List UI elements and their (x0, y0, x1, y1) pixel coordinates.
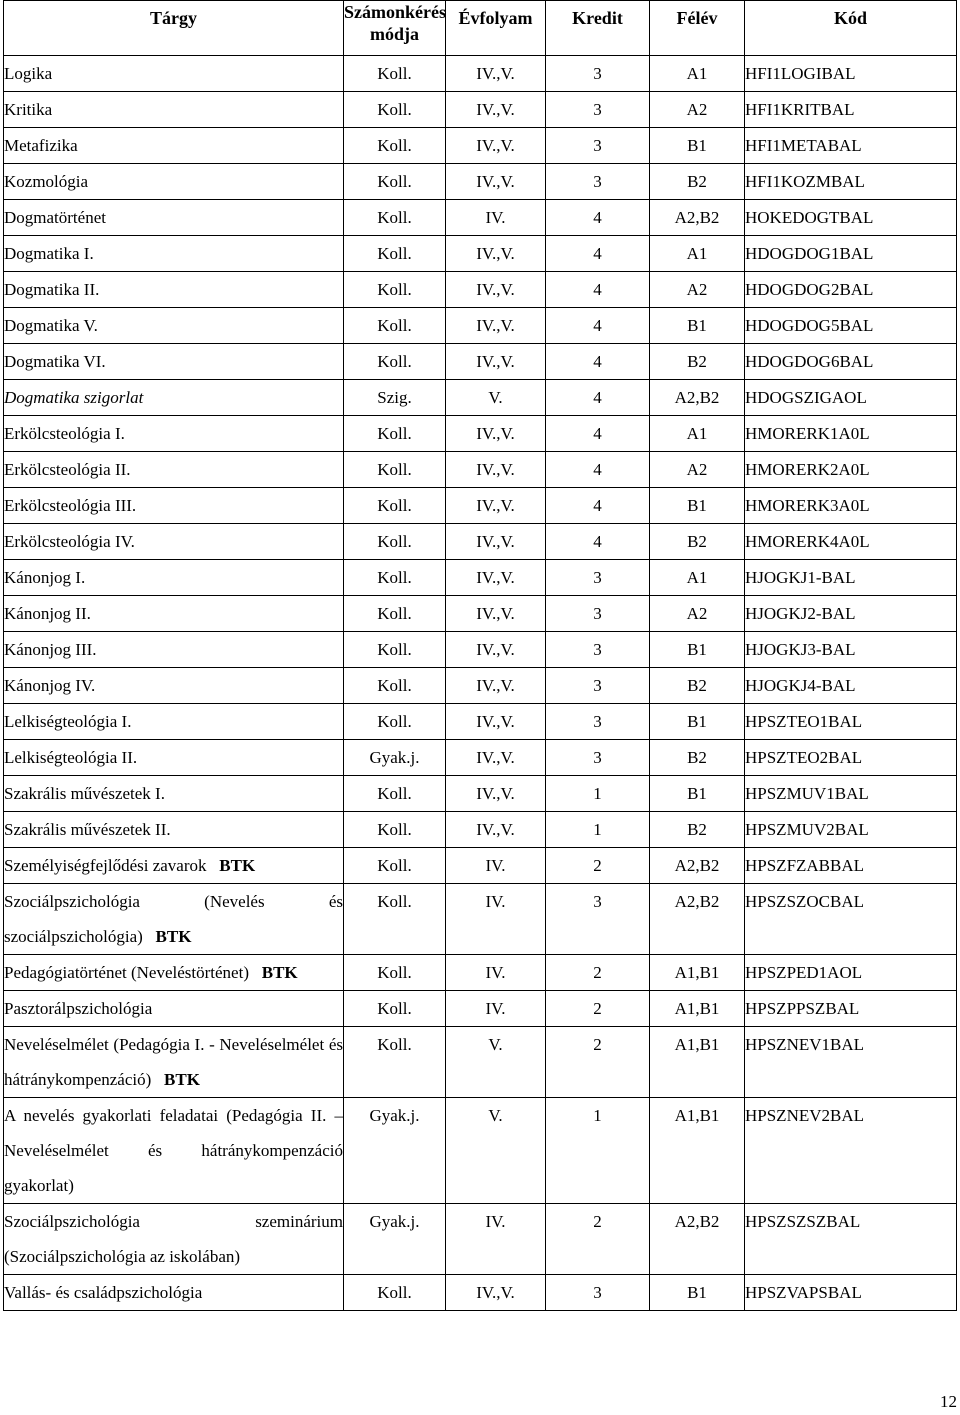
code-cell: HPSZMUV2BAL (745, 812, 957, 848)
credit-cell: 1 (546, 1098, 650, 1204)
subject-name: Metafizika (4, 136, 78, 155)
credit-cell: 1 (546, 812, 650, 848)
table-row (4, 1098, 957, 1204)
table-row (4, 1027, 957, 1098)
method-cell: Szig. (344, 380, 446, 416)
semester-cell: B1 (650, 308, 745, 344)
subject-cell (4, 740, 344, 776)
code-cell: HFI1KRITBAL (745, 92, 957, 128)
method-cell: Koll. (344, 488, 446, 524)
credit-cell: 4 (546, 308, 650, 344)
method-cell: Koll. (344, 955, 446, 991)
method-cell: Koll. (344, 812, 446, 848)
subject-cell (4, 200, 344, 236)
table-row (4, 416, 957, 452)
method-cell: Koll. (344, 524, 446, 560)
table-row (4, 632, 957, 668)
subject-cell (4, 596, 344, 632)
credit-cell: 4 (546, 344, 650, 380)
year-cell: IV.,V. (446, 596, 546, 632)
credit-cell: 2 (546, 955, 650, 991)
semester-cell: A1 (650, 56, 745, 92)
table-row (4, 92, 957, 128)
btk-tag: BTK (164, 1070, 200, 1089)
code-cell: HPSZSZOCBAL (745, 884, 957, 955)
table-row (4, 884, 957, 955)
header-semester: Félév (650, 1, 745, 56)
code-cell: HPSZTEO1BAL (745, 704, 957, 740)
table-row (4, 236, 957, 272)
subject-name: Lelkiségteológia I. (4, 712, 132, 731)
subject-cell (4, 884, 344, 955)
year-cell: IV.,V. (446, 632, 546, 668)
code-cell: HPSZNEV1BAL (745, 1027, 957, 1098)
code-cell: HJOGKJ3-BAL (745, 632, 957, 668)
subject-cell (4, 1098, 344, 1204)
btk-tag: BTK (261, 963, 298, 982)
semester-cell: A1 (650, 416, 745, 452)
subject-cell (4, 560, 344, 596)
code-cell: HMORERK1A0L (745, 416, 957, 452)
subject-name: Erkölcsteológia I. (4, 424, 125, 443)
subject-name: Dogmatika II. (4, 280, 100, 299)
credit-cell: 3 (546, 1275, 650, 1311)
code-cell: HPSZTEO2BAL (745, 740, 957, 776)
method-cell: Koll. (344, 236, 446, 272)
subject-cell (4, 848, 344, 884)
code-cell: HOKEDOGTBAL (745, 200, 957, 236)
method-cell: Koll. (344, 1027, 446, 1098)
table-row (4, 308, 957, 344)
credit-cell: 3 (546, 632, 650, 668)
code-cell: HMORERK3A0L (745, 488, 957, 524)
credit-cell: 4 (546, 452, 650, 488)
credit-cell: 2 (546, 991, 650, 1027)
subject-name: Erkölcsteológia II. (4, 460, 131, 479)
year-cell: IV.,V. (446, 668, 546, 704)
semester-cell: B2 (650, 740, 745, 776)
subject-cell (4, 92, 344, 128)
subject-name: Dogmatika szigorlat (4, 388, 144, 407)
year-cell: IV.,V. (446, 488, 546, 524)
header-method-line1: Számonkérés (344, 2, 446, 22)
method-cell: Koll. (344, 452, 446, 488)
year-cell: V. (446, 380, 546, 416)
subject-cell (4, 380, 344, 416)
table-row (4, 164, 957, 200)
subject-name: Pasztorálpszichológia (4, 999, 153, 1018)
method-cell: Koll. (344, 92, 446, 128)
semester-cell: A1 (650, 560, 745, 596)
credit-cell: 3 (546, 56, 650, 92)
subject-cell (4, 308, 344, 344)
subject-name: Szakrális művészetek I. (4, 784, 165, 803)
table-row (4, 812, 957, 848)
credit-cell: 3 (546, 668, 650, 704)
credit-cell: 3 (546, 92, 650, 128)
subject-name: Lelkiségteológia II. (4, 748, 138, 767)
year-cell: IV.,V. (446, 56, 546, 92)
table-row (4, 776, 957, 812)
year-cell: IV. (446, 955, 546, 991)
year-cell: IV.,V. (446, 812, 546, 848)
credit-cell: 3 (546, 128, 650, 164)
semester-cell: A2,B2 (650, 380, 745, 416)
year-cell: V. (446, 1027, 546, 1098)
year-cell: IV.,V. (446, 272, 546, 308)
code-cell: HPSZVAPSBAL (745, 1275, 957, 1311)
semester-cell: B1 (650, 776, 745, 812)
subject-cell (4, 1027, 344, 1098)
subject-name: Kánonjog II. (4, 604, 91, 623)
method-cell: Koll. (344, 1275, 446, 1311)
semester-cell: B1 (650, 488, 745, 524)
subject-cell (4, 955, 344, 991)
subject-name: Szociálpszichológia (Nevelés és szociálpszichológia) (4, 892, 343, 946)
semester-cell: A2 (650, 452, 745, 488)
method-cell: Koll. (344, 308, 446, 344)
code-cell: HJOGKJ1-BAL (745, 560, 957, 596)
method-cell: Gyak.j. (344, 740, 446, 776)
code-cell: HJOGKJ4-BAL (745, 668, 957, 704)
code-cell: HFI1METABAL (745, 128, 957, 164)
subject-name: Kánonjog I. (4, 568, 86, 587)
subject-name: Dogmatörténet (4, 208, 106, 227)
table-row (4, 272, 957, 308)
semester-cell: B2 (650, 164, 745, 200)
btk-tag: BTK (155, 927, 192, 946)
year-cell: IV. (446, 200, 546, 236)
credit-cell: 2 (546, 1027, 650, 1098)
curriculum-table (3, 0, 957, 1311)
credit-cell: 3 (546, 596, 650, 632)
credit-cell: 3 (546, 560, 650, 596)
method-cell: Koll. (344, 704, 446, 740)
code-cell: HPSZPPSZBAL (745, 991, 957, 1027)
subject-name: Szakrális művészetek II. (4, 820, 171, 839)
credit-cell: 3 (546, 884, 650, 955)
credit-cell: 3 (546, 740, 650, 776)
semester-cell: B2 (650, 668, 745, 704)
year-cell: IV.,V. (446, 164, 546, 200)
table-row (4, 596, 957, 632)
semester-cell: B1 (650, 1275, 745, 1311)
year-cell: IV.,V. (446, 560, 546, 596)
year-cell: IV.,V. (446, 524, 546, 560)
subject-cell (4, 668, 344, 704)
year-cell: IV.,V. (446, 344, 546, 380)
credit-cell: 3 (546, 164, 650, 200)
semester-cell: B2 (650, 524, 745, 560)
code-cell: HDOGDOG1BAL (745, 236, 957, 272)
table-row (4, 1275, 957, 1311)
credit-cell: 1 (546, 776, 650, 812)
table-row (4, 128, 957, 164)
code-cell: HFI1KOZMBAL (745, 164, 957, 200)
table-row (4, 668, 957, 704)
table-row (4, 56, 957, 92)
header-method (344, 1, 446, 56)
method-cell: Koll. (344, 560, 446, 596)
semester-cell: A2,B2 (650, 200, 745, 236)
credit-cell: 4 (546, 272, 650, 308)
subject-cell (4, 991, 344, 1027)
code-cell: HPSZPED1AOL (745, 955, 957, 991)
code-cell: HPSZNEV2BAL (745, 1098, 957, 1204)
header-code: Kód (745, 1, 957, 56)
btk-tag: BTK (219, 856, 256, 875)
table-row (4, 560, 957, 596)
year-cell: IV.,V. (446, 776, 546, 812)
semester-cell: B1 (650, 704, 745, 740)
semester-cell: A2,B2 (650, 848, 745, 884)
subject-name: Vallás- és családpszichológia (4, 1283, 203, 1302)
subject-name: Személyiségfejlődési zavarok (4, 856, 207, 875)
year-cell: IV.,V. (446, 1275, 546, 1311)
subject-cell (4, 128, 344, 164)
subject-cell (4, 524, 344, 560)
code-cell: HPSZMUV1BAL (745, 776, 957, 812)
subject-cell (4, 704, 344, 740)
year-cell: IV.,V. (446, 236, 546, 272)
code-cell: HDOGDOG6BAL (745, 344, 957, 380)
code-cell: HDOGDOG2BAL (745, 272, 957, 308)
method-cell: Gyak.j. (344, 1098, 446, 1204)
header-subject: Tárgy (4, 1, 344, 56)
table-row (4, 380, 957, 416)
method-cell: Koll. (344, 668, 446, 704)
subject-name: Pedagógiatörténet (Neveléstörténet) (4, 963, 249, 982)
method-cell: Koll. (344, 164, 446, 200)
subject-cell (4, 344, 344, 380)
credit-cell: 4 (546, 488, 650, 524)
subject-cell (4, 236, 344, 272)
semester-cell: B1 (650, 632, 745, 668)
method-cell: Koll. (344, 128, 446, 164)
subject-name: Kozmológia (4, 172, 89, 191)
subject-name: Szociálpszichológia szeminárium (Szociálpszichológia az iskolában) (4, 1212, 343, 1266)
table-row (4, 955, 957, 991)
year-cell: IV.,V. (446, 740, 546, 776)
header-method-line2: módja (370, 24, 419, 44)
semester-cell: A1,B1 (650, 1098, 745, 1204)
credit-cell: 4 (546, 416, 650, 452)
credit-cell: 2 (546, 848, 650, 884)
subject-name: Kritika (4, 100, 53, 119)
table-row (4, 488, 957, 524)
subject-cell (4, 776, 344, 812)
subject-cell (4, 452, 344, 488)
subject-name: Dogmatika V. (4, 316, 98, 335)
method-cell: Koll. (344, 200, 446, 236)
year-cell: IV. (446, 884, 546, 955)
subject-cell (4, 272, 344, 308)
table-row (4, 991, 957, 1027)
year-cell: IV.,V. (446, 416, 546, 452)
credit-cell: 4 (546, 200, 650, 236)
semester-cell: A1 (650, 236, 745, 272)
year-cell: IV. (446, 991, 546, 1027)
subject-cell (4, 164, 344, 200)
method-cell: Koll. (344, 776, 446, 812)
subject-name: Kánonjog III. (4, 640, 97, 659)
code-cell: HJOGKJ2-BAL (745, 596, 957, 632)
subject-name: Erkölcsteológia IV. (4, 532, 135, 551)
semester-cell: A2,B2 (650, 1204, 745, 1275)
code-cell: HPSZSZSZBAL (745, 1204, 957, 1275)
method-cell: Gyak.j. (344, 1204, 446, 1275)
method-cell: Koll. (344, 416, 446, 452)
code-cell: HPSZFZABBAL (745, 848, 957, 884)
subject-name: Dogmatika I. (4, 244, 94, 263)
header-year: Évfolyam (446, 1, 546, 56)
method-cell: Koll. (344, 884, 446, 955)
subject-cell (4, 56, 344, 92)
semester-cell: B1 (650, 128, 745, 164)
subject-name: Kánonjog IV. (4, 676, 96, 695)
year-cell: IV.,V. (446, 452, 546, 488)
subject-name: Erkölcsteológia III. (4, 496, 137, 515)
header-credit: Kredit (546, 1, 650, 56)
table-row (4, 704, 957, 740)
table-row (4, 200, 957, 236)
method-cell: Koll. (344, 56, 446, 92)
subject-cell (4, 1204, 344, 1275)
year-cell: IV. (446, 1204, 546, 1275)
year-cell: IV.,V. (446, 92, 546, 128)
subject-cell (4, 488, 344, 524)
table-row (4, 848, 957, 884)
semester-cell: A2,B2 (650, 884, 745, 955)
subject-cell (4, 1275, 344, 1311)
semester-cell: A2 (650, 92, 745, 128)
year-cell: IV.,V. (446, 704, 546, 740)
credit-cell: 4 (546, 524, 650, 560)
page-number: 12 (940, 1392, 957, 1411)
method-cell: Koll. (344, 991, 446, 1027)
semester-cell: B2 (650, 812, 745, 848)
table-row (4, 740, 957, 776)
semester-cell: B2 (650, 344, 745, 380)
code-cell: HMORERK4A0L (745, 524, 957, 560)
credit-cell: 4 (546, 380, 650, 416)
code-cell: HDOGDOG5BAL (745, 308, 957, 344)
semester-cell: A1,B1 (650, 955, 745, 991)
semester-cell: A2 (650, 272, 745, 308)
subject-name: Neveléselmélet (Pedagógia I. - Neveléselmélet és hátránykompenzáció) (4, 1035, 343, 1089)
subject-name: Logika (4, 64, 53, 83)
code-cell: HMORERK2A0L (745, 452, 957, 488)
code-cell: HFI1LOGIBAL (745, 56, 957, 92)
credit-cell: 4 (546, 236, 650, 272)
method-cell: Koll. (344, 344, 446, 380)
table-row (4, 344, 957, 380)
table-row (4, 1204, 957, 1275)
method-cell: Koll. (344, 596, 446, 632)
method-cell: Koll. (344, 848, 446, 884)
year-cell: IV.,V. (446, 128, 546, 164)
credit-cell: 3 (546, 704, 650, 740)
method-cell: Koll. (344, 272, 446, 308)
semester-cell: A2 (650, 596, 745, 632)
header-row (4, 1, 957, 56)
subject-cell (4, 416, 344, 452)
subject-name: Dogmatika VI. (4, 352, 106, 371)
year-cell: IV.,V. (446, 308, 546, 344)
semester-cell: A1,B1 (650, 991, 745, 1027)
subject-cell (4, 812, 344, 848)
method-cell: Koll. (344, 632, 446, 668)
semester-cell: A1,B1 (650, 1027, 745, 1098)
table-row (4, 524, 957, 560)
year-cell: V. (446, 1098, 546, 1204)
subject-name: A nevelés gyakorlati feladatai (Pedagógia II. – Neveléselmélet és hátránykompenzáció gyakorlat) (4, 1106, 343, 1195)
table-row (4, 452, 957, 488)
credit-cell: 2 (546, 1204, 650, 1275)
subject-cell (4, 632, 344, 668)
year-cell: IV. (446, 848, 546, 884)
code-cell: HDOGSZIGAOL (745, 380, 957, 416)
